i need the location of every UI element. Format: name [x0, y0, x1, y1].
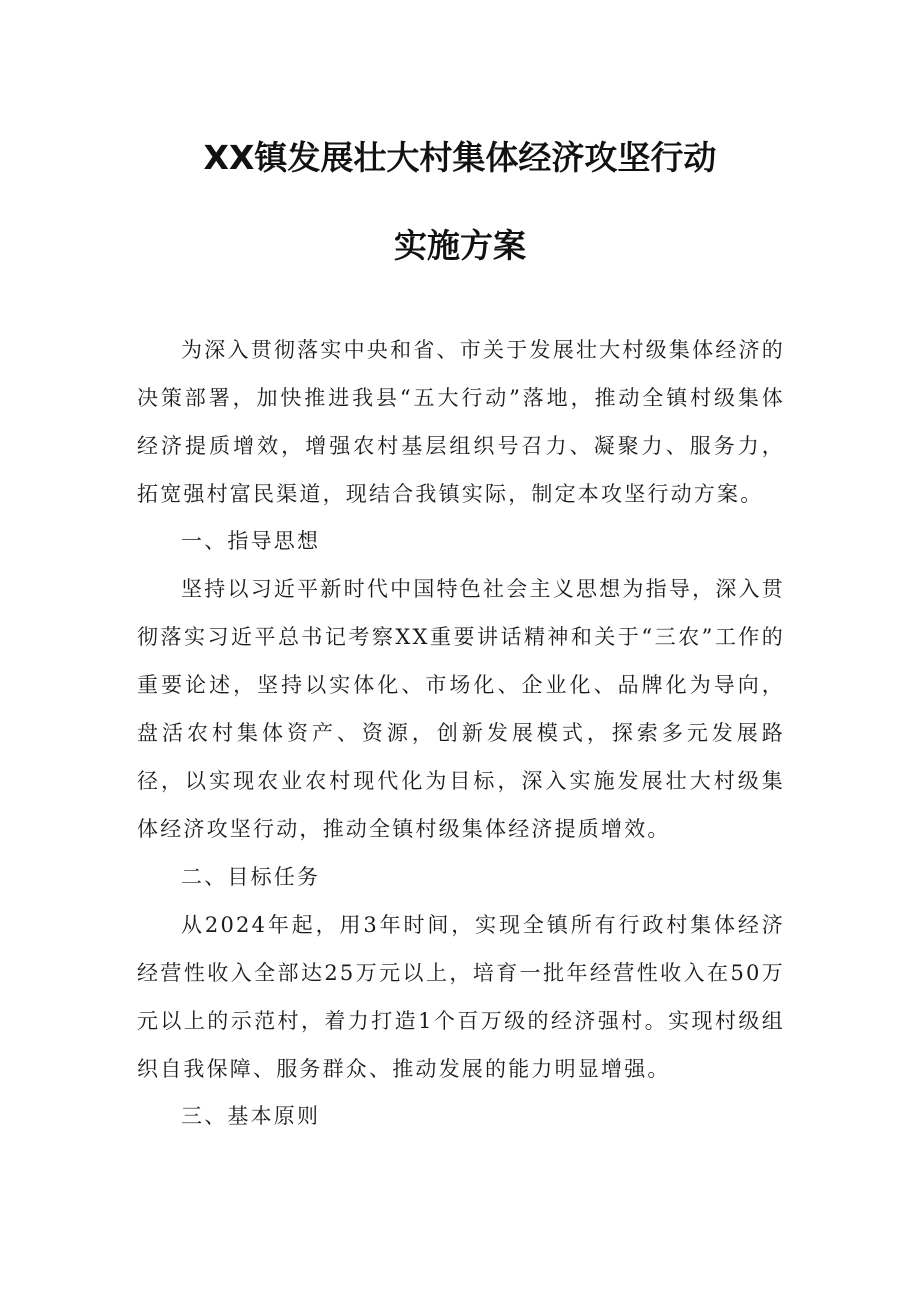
section-heading-basic-principles: 三、基本原则 — [181, 1104, 321, 1128]
intro-paragraph: 为深入贯彻落实中央和省、市关于发展壮大村级集体经济的决策部署，加快推进我县“五大行动”落地，推动全镇村级集体经济提质增效，增强农村基层组织号召力、凝聚力、服务力，拓宽强村富民渠道，现结合我镇实际，制定本攻坚行动方案。 — [137, 338, 785, 506]
section-body-goals-tasks: 从2024年起，用3年时间，实现全镇所有行政村集体经济经营性收入全部达25万元以上，培育一批年经营性收入在50万元以上的示范村，着力打造1个百万级的经济强村。实现村级组织自我保障、服务群众、推动发展的能力明显增强。 — [137, 913, 785, 1081]
document-title-line-1: XX镇发展壮大村集体经济攻坚行动 — [203, 138, 717, 177]
section-heading-goals-tasks: 二、目标任务 — [181, 865, 321, 889]
section-heading-guiding-ideology: 一、指导思想 — [181, 529, 321, 553]
document-title-line-2: 实施方案 — [394, 226, 526, 265]
section-body-guiding-ideology: 坚持以习近平新时代中国特色社会主义思想为指导，深入贯彻落实习近平总书记考察XX重要讲话精神和关于“三农”工作的重要论述，坚持以实体化、市场化、企业化、品牌化为导向，盘活农村集体资产、资源，创新发展模式，探索多元发展路径，以实现农业农村现代化为目标，深入实施发展壮大村级集体经济攻坚行动，推动全镇村级集体经济提质增效。 — [137, 577, 785, 841]
